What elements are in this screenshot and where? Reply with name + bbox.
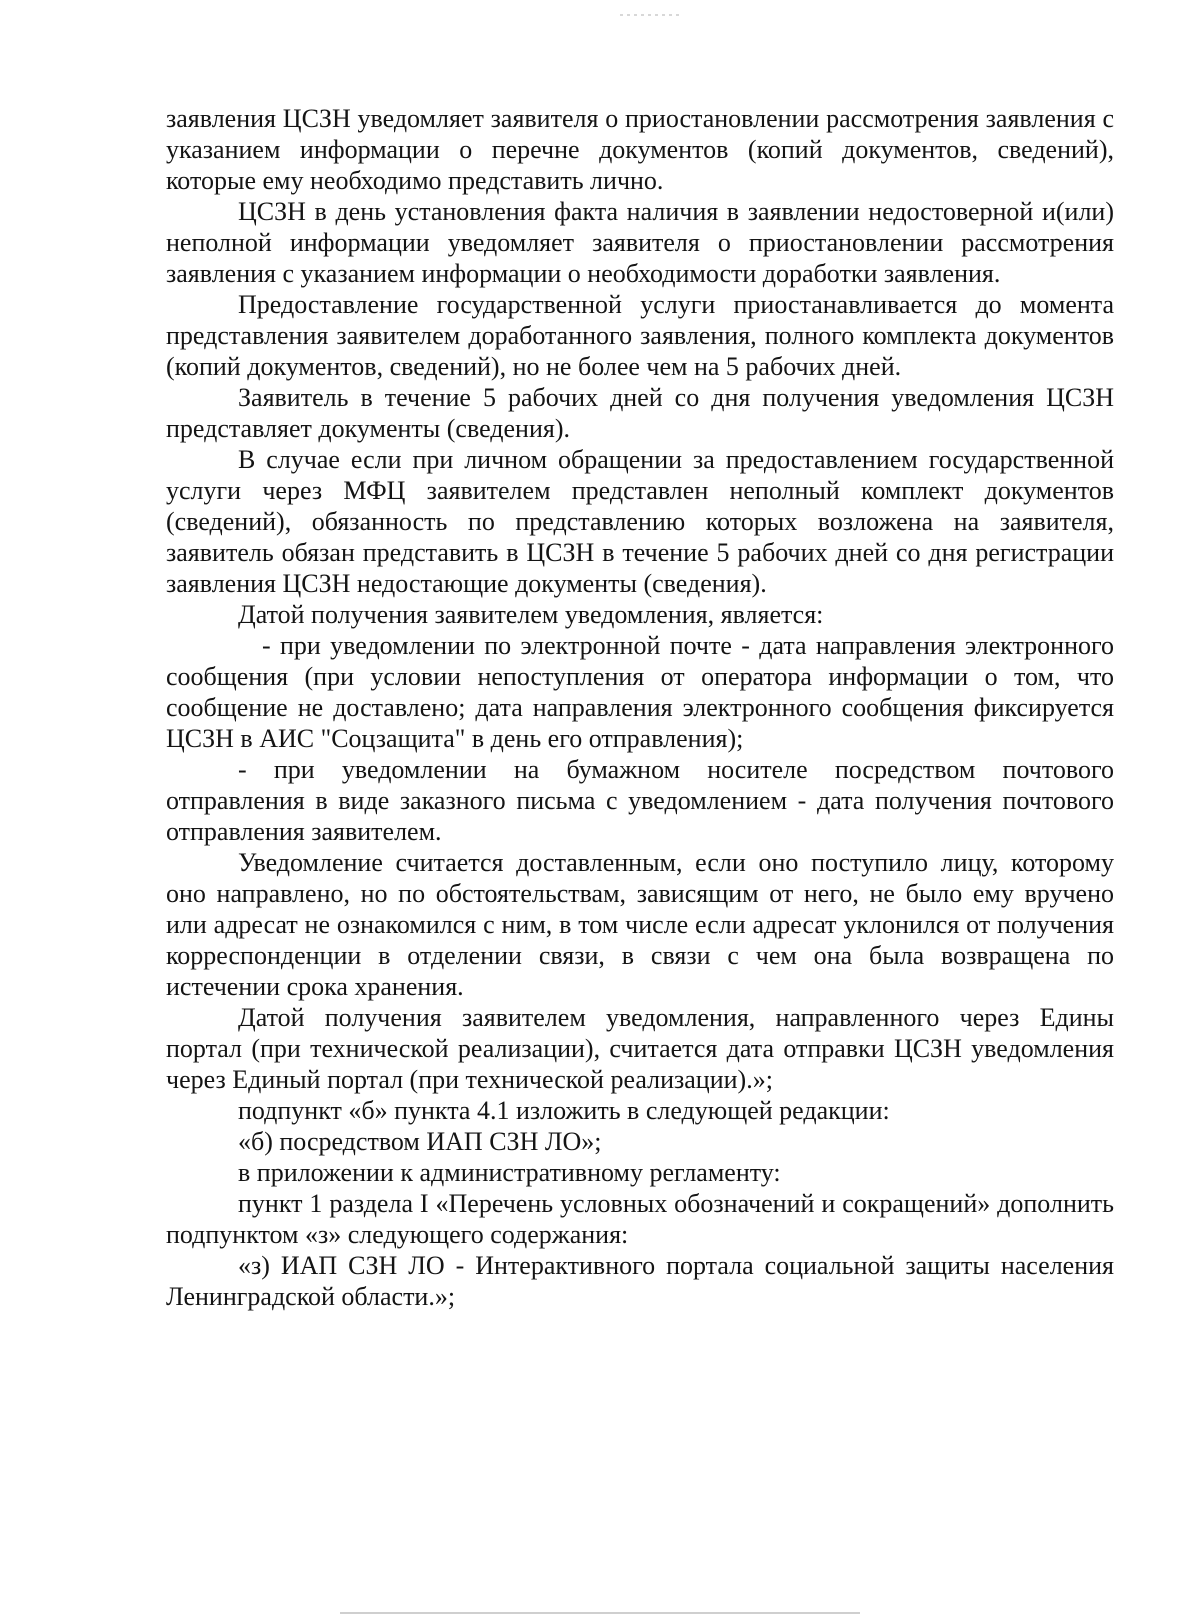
paragraph-3: Предоставление государственной услуги приостанавливается до момента представления заявителем доработанного заявления, полного комплекта документов (копий документов, сведений), но не более чем на 5 рабочих дней. — [166, 290, 1114, 381]
paragraph-12: «б) посредством ИАП СЗН ЛО»; — [238, 1127, 602, 1156]
paragraph-15: «з) ИАП СЗН ЛО - Интерактивного портала социальной защиты населения Ленинградской области.»; — [166, 1251, 1114, 1311]
paragraph-5: В случае если при личном обращении за предоставлением государственной услуги через МФЦ заявителем представлен неполный комплект документов (сведений), обязанность по представлению которых возложена на заявителя, заявитель обязан представить в ЦСЗН в течение 5 рабочих дней со дня регистрации заявления ЦСЗН недостающие документы (сведения). — [166, 445, 1114, 598]
paragraph-4: Заявитель в течение 5 рабочих дней со дня получения уведомления ЦСЗН представляет документы (сведения). — [166, 383, 1114, 443]
paragraph-2: ЦСЗН в день установления факта наличия в заявлении недостоверной и(или) неполной информации уведомляет заявителя о приостановлении рассмотрения заявления с указанием информации о необходимости доработки заявления. — [166, 197, 1114, 288]
document-body — [166, 103, 1114, 1312]
paragraph-8-paper-notice: - при уведомлении на бумажном носителе посредством почтового отправления в виде заказного письма с уведомлением - дата получения почтового отправления заявителем. — [166, 755, 1114, 846]
paragraph-9: Уведомление считается доставленным, если оно поступило лицу, которому оно направлено, но по обстоятельствам, зависящим от него, не было ему вручено или адресат не ознакомился с ним, в том числе если адресат уклонился от получения корреспонденции в отделении связи, в связи с чем она была возвращена по истечении срока хранения. — [166, 848, 1114, 1001]
paragraph-13: в приложении к административному регламенту: — [238, 1158, 781, 1187]
paragraph-14: пункт 1 раздела I «Перечень условных обозначений и сокращений» дополнить подпунктом «з» следующего содержания: — [166, 1189, 1114, 1249]
scan-artifact-top — [620, 14, 680, 16]
paragraph-1: заявления ЦСЗН уведомляет заявителя о приостановлении рассмотрения заявления с указанием информации о перечне документов (копий документов, сведений), которые ему необходимо представить лично. — [166, 104, 1114, 195]
paragraph-7-email-notice: - при уведомлении по электронной почте - дата направления электронного сообщения (при условии непоступления от оператора информации о том, что сообщение не доставлено; дата направления электронного сообщения фиксируется ЦСЗН в АИС "Соцзащита" в день его отправления); — [166, 631, 1114, 753]
paragraph-6: Датой получения заявителем уведомления, является: — [238, 600, 824, 629]
paragraph-10: Датой получения заявителем уведомления, направленного через Едины портал (при технической реализации), считается дата отправки ЦСЗН уведомления через Единый портал (при технической реализации).»; — [166, 1003, 1114, 1094]
paragraph-11: подпункт «б» пункта 4.1 изложить в следующей редакции: — [238, 1096, 890, 1125]
scan-artifact-bottom — [340, 1612, 860, 1614]
